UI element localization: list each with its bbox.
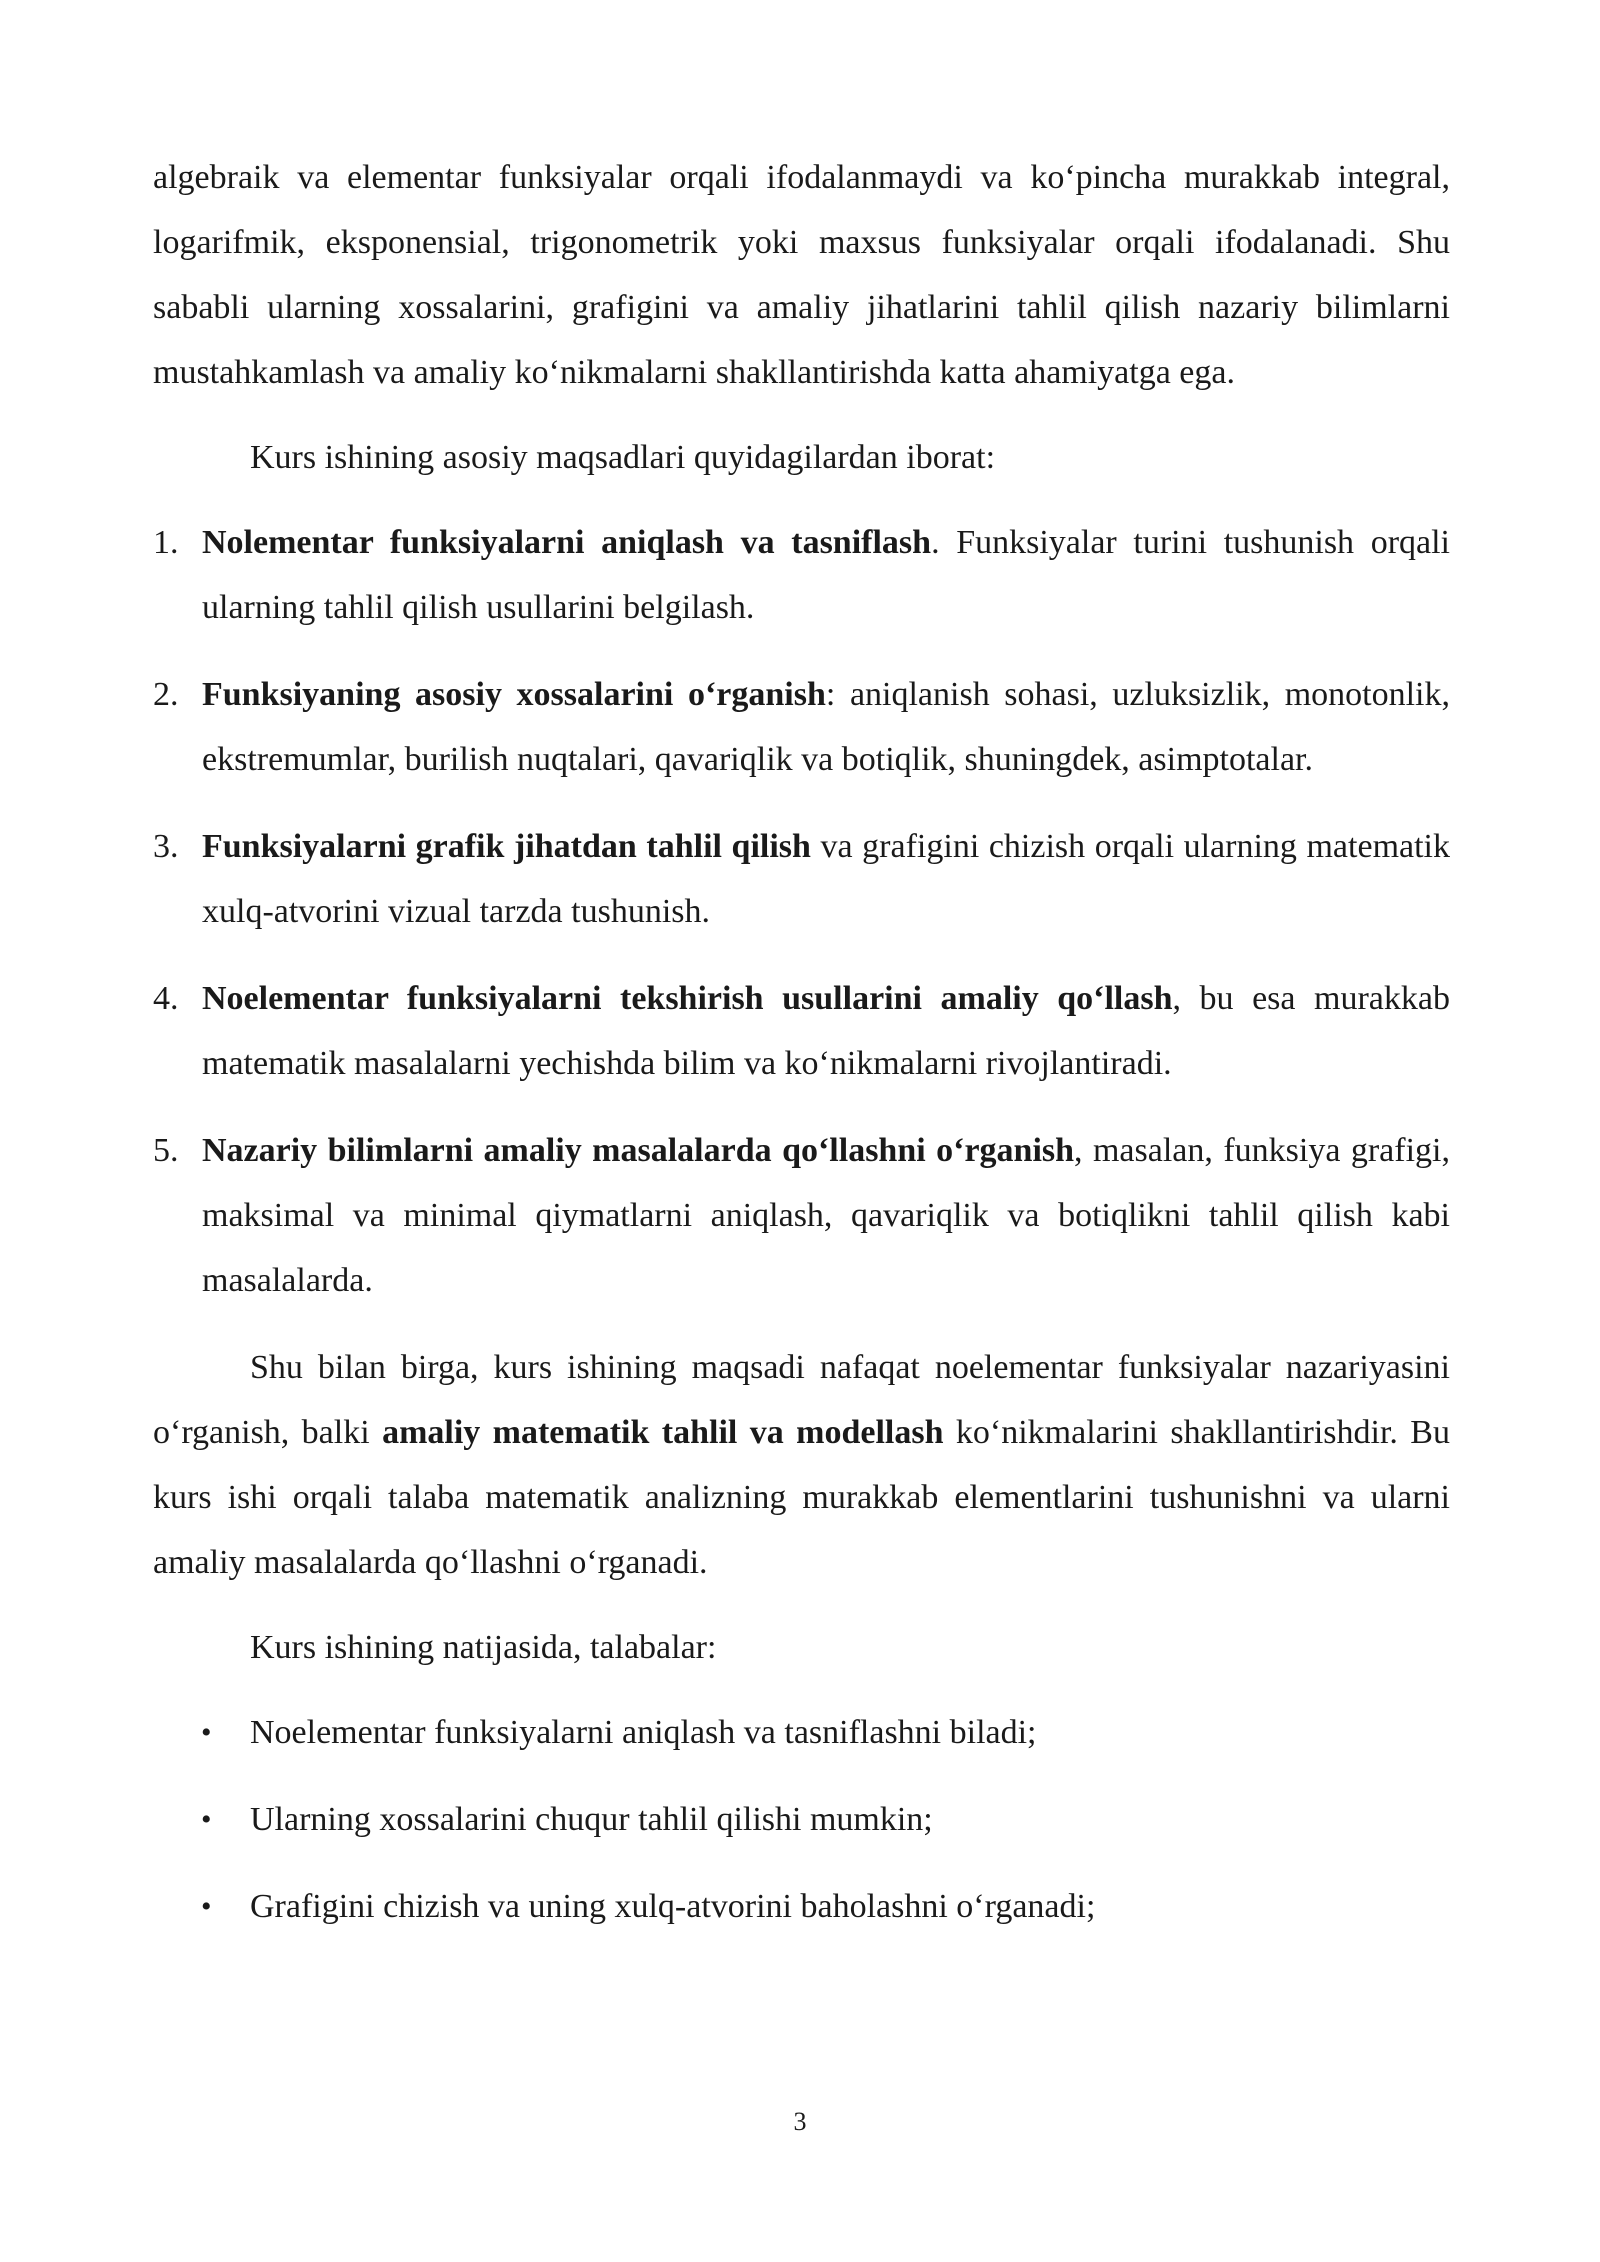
- summary-text-before: Shu bilan birga, kurs ishining maqsadi nafaqat noelementar funksiyalar nazariyasini o‘rganish, balki: [153, 1349, 1450, 1451]
- goals-heading: Kurs ishining asosiy maqsadlari quyidagilardan iborat:: [250, 439, 996, 476]
- bullet-icon: •: [201, 1716, 212, 1749]
- goal-item-5: [153, 1118, 1450, 1313]
- page-number: 3: [793, 2107, 807, 2136]
- results-heading: Kurs ishining natijasida, talabalar:: [250, 1629, 717, 1666]
- goal-text: : aniqlanish sohasi, uzluksizlik, monotonlik, ekstremumlar, burilish nuqtalari, qavariqlik va botiqlik, shuningdek, asimptotalar.: [202, 676, 1451, 778]
- result-text: Noelementar funksiyalarni aniqlash va tasniflashni biladi;: [250, 1714, 1037, 1751]
- result-text: Ularning xossalarini chuqur tahlil qilishi mumkin;: [250, 1801, 933, 1838]
- goal-marker: 1.: [153, 524, 179, 561]
- bullet-icon: •: [201, 1890, 212, 1923]
- goal-item-3: [153, 814, 1450, 944]
- result-item-3: [153, 1874, 1450, 1939]
- goal-marker: 4.: [153, 980, 179, 1017]
- goal-title: Nazariy bilimlarni amaliy masalalarda qo‘llashni o‘rganish: [202, 1132, 1075, 1169]
- goals-list: [153, 510, 1450, 1313]
- summary-text-after: ko‘nikmalarini shakllantirishdir. Bu kurs ishi orqali talaba matematik analizning murakkab elementlarini tushunishni va ularni amaliy masalalarda qo‘llashni o‘rganadi.: [153, 1414, 1450, 1581]
- result-item-2: [153, 1787, 1450, 1852]
- page-content: [153, 145, 1450, 1961]
- goal-item-2: [153, 662, 1450, 792]
- goal-title: Funksiyalarni grafik jihatdan tahlil qilish: [202, 828, 811, 865]
- results-list: [153, 1700, 1450, 1939]
- goal-text: , masalan, funksiya grafigi, maksimal va minimal qiymatlarni aniqlash, qavariqlik va botiqlikni tahlil qilish kabi masalalarda.: [202, 1132, 1450, 1299]
- goal-text: va grafigini chizish orqali ularning matematik xulq-atvorini vizual tarzda tushunish.: [202, 828, 1450, 930]
- summary-bold-phrase: amaliy matematik tahlil va modellash: [382, 1414, 944, 1451]
- goal-title: Noelementar funksiyalarni tekshirish usullarini amaliy qo‘llash: [202, 980, 1173, 1017]
- goal-marker: 2.: [153, 676, 179, 713]
- result-text: Grafigini chizish va uning xulq-atvorini baholashni o‘rganadi;: [250, 1888, 1096, 1925]
- goal-title: Nolementar funksiyalarni aniqlash va tasniflash: [202, 524, 932, 561]
- goal-item-1: [153, 510, 1450, 640]
- result-item-1: [153, 1700, 1450, 1765]
- goal-item-4: [153, 966, 1450, 1096]
- bullet-icon: •: [201, 1803, 212, 1836]
- intro-paragraph: algebraik va elementar funksiyalar orqali ifodalanmaydi va ko‘pincha murakkab integral, logarifmik, eksponensial, trigonometrik yoki maxsus funksiyalar orqali ifodalanadi. Shu sababli ularning xossalarini, grafigini va amaliy jihatlarini tahlil qilish nazariy bilimlarni mustahkamlash va amaliy ko‘nikmalarni shakllantirishda katta ahamiyatga ega.: [153, 159, 1450, 391]
- summary-paragraph: [153, 1335, 1450, 1595]
- goal-marker: 5.: [153, 1132, 179, 1169]
- goal-title: Funksiyaning asosiy xossalarini o‘rganish: [202, 676, 826, 713]
- goal-marker: 3.: [153, 828, 179, 865]
- goal-text: , bu esa murakkab matematik masalalarni yechishda bilim va ko‘nikmalarni rivojlantiradi.: [202, 980, 1450, 1082]
- goal-text: . Funksiyalar turini tushunish orqali ularning tahlil qilish usullarini belgilash.: [202, 524, 1450, 626]
